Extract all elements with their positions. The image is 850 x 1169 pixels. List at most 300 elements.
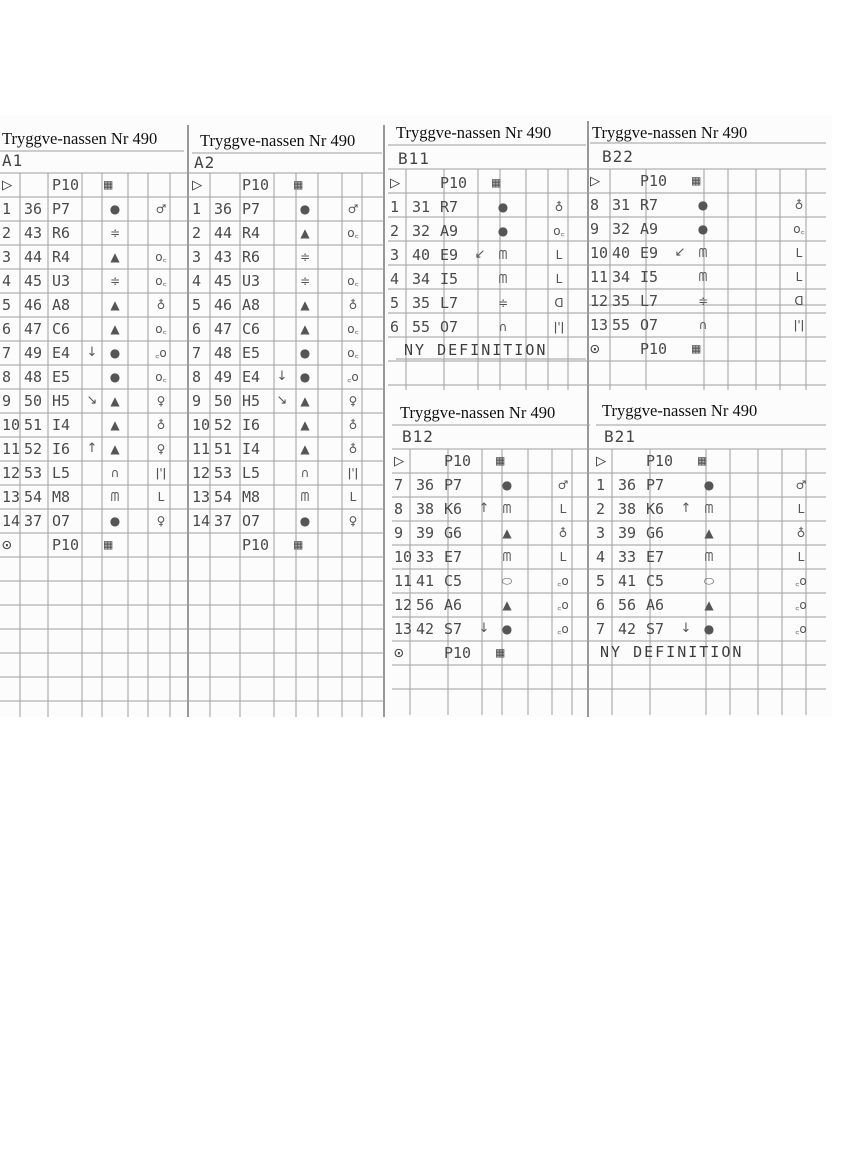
p10-label: P10 <box>242 176 270 194</box>
table-row <box>594 569 830 593</box>
arrow-icon <box>274 269 290 293</box>
mark-icon: ≑ <box>299 274 311 288</box>
table-row <box>392 593 592 617</box>
row-number: 1 <box>596 476 606 494</box>
end-circle-icon: ⊙ <box>2 535 12 554</box>
row-code: L7 <box>640 292 659 310</box>
row-value: 53 <box>214 464 233 482</box>
row-value: 55 <box>612 316 631 334</box>
row-number: 9 <box>192 392 202 410</box>
mark-icon: ▲ <box>300 394 310 408</box>
arrow-icon: ↓ <box>478 621 490 636</box>
end-symbol-icon: ♀ <box>348 394 358 408</box>
row-value: 42 <box>416 620 435 638</box>
mark-icon: ▲ <box>110 298 120 312</box>
end-symbol-icon: ᒪ <box>349 490 357 504</box>
block-code: A2 <box>194 153 216 172</box>
mark-icon: ∩ <box>110 466 120 480</box>
table-row <box>190 437 382 461</box>
row-number: 11 <box>2 440 21 458</box>
row-value: 38 <box>416 500 435 518</box>
row-code: A8 <box>52 296 71 314</box>
arrow-icon: ↙ <box>474 247 486 262</box>
block-header-row <box>0 173 190 197</box>
row-code: I6 <box>242 416 261 434</box>
row-value: 36 <box>24 200 43 218</box>
end-symbol-icon: ♀ <box>156 514 166 528</box>
row-number: 10 <box>394 548 413 566</box>
p10-label: P10 <box>640 172 668 190</box>
row-code: L5 <box>242 464 261 482</box>
row-number: 13 <box>590 316 609 334</box>
pattern-icon: ▦ <box>104 537 113 553</box>
row-code: I5 <box>640 268 659 286</box>
row-value: 33 <box>416 548 435 566</box>
start-triangle-icon: ▷ <box>590 171 601 191</box>
end-symbol-icon: ᒪ <box>797 502 805 516</box>
row-value: 37 <box>24 512 43 530</box>
score-sheet <box>0 115 832 717</box>
row-number: 6 <box>2 320 12 338</box>
table-row <box>0 341 190 365</box>
row-code: P7 <box>242 200 261 218</box>
mark-icon: ● <box>703 478 715 492</box>
mark-icon: ∩ <box>300 466 310 480</box>
arrow-icon <box>84 485 100 509</box>
mark-icon: ⬭ <box>703 574 715 588</box>
table-row <box>190 413 382 437</box>
row-number: 5 <box>390 294 400 312</box>
start-triangle-icon: ▷ <box>192 175 203 195</box>
mark-icon: ᗰ <box>698 270 708 284</box>
row-number: 8 <box>2 368 12 386</box>
start-triangle-icon: ▷ <box>394 451 405 471</box>
table-row <box>594 545 830 569</box>
end-symbol-icon: o꜀ <box>347 274 359 288</box>
row-code: I6 <box>52 440 71 458</box>
end-symbol-icon: ꜀o <box>795 622 807 636</box>
row-number: 10 <box>590 244 609 262</box>
mark-icon: ᗰ <box>498 248 508 262</box>
row-code: P7 <box>444 476 463 494</box>
arrow-icon: ↓ <box>276 369 288 384</box>
block-header-row <box>388 171 588 195</box>
arrow-icon <box>274 317 290 341</box>
arrow-icon <box>476 569 492 593</box>
pattern-icon: ▦ <box>294 177 303 193</box>
row-number: 5 <box>192 296 202 314</box>
start-triangle-icon: ▷ <box>2 175 13 195</box>
arrow-icon <box>472 195 488 219</box>
end-symbol-icon: ꜀o <box>557 598 569 612</box>
mark-icon: ▲ <box>300 226 310 240</box>
arrow-icon: ↓ <box>680 621 692 636</box>
mark-icon: ▲ <box>110 394 120 408</box>
arrow-icon <box>84 413 100 437</box>
table-row <box>190 221 382 245</box>
row-value: 36 <box>618 476 637 494</box>
row-value: 51 <box>24 416 43 434</box>
end-symbol-icon: ǀ'ǀ <box>347 466 359 480</box>
table-row <box>0 509 190 533</box>
arrow-icon <box>84 245 100 269</box>
p10-label: P10 <box>52 536 80 554</box>
table-row <box>594 497 830 521</box>
row-number: 3 <box>192 248 202 266</box>
row-code: O7 <box>52 512 71 530</box>
table-row <box>392 521 592 545</box>
end-symbol-icon: ꜀o <box>557 622 569 636</box>
pattern-icon: ▦ <box>496 645 505 661</box>
table-row <box>190 365 382 389</box>
arrow-icon <box>274 437 290 461</box>
end-symbol-icon: ᒪ <box>797 550 805 564</box>
table-row <box>388 243 588 267</box>
row-number: 6 <box>192 320 202 338</box>
row-code: U3 <box>52 272 71 290</box>
end-symbol-icon: ᒪ <box>559 502 567 516</box>
row-number: 4 <box>192 272 202 290</box>
mark-icon: ᗰ <box>704 550 714 564</box>
row-number: 2 <box>2 224 12 242</box>
mark-icon: ᗰ <box>698 246 708 260</box>
row-value: 47 <box>24 320 43 338</box>
row-code: R4 <box>242 224 261 242</box>
row-number: 13 <box>2 488 21 506</box>
mark-icon: ᗰ <box>300 490 310 504</box>
row-code: L5 <box>52 464 71 482</box>
row-code: U3 <box>242 272 261 290</box>
arrow-icon: ↑ <box>478 501 490 516</box>
table-row <box>588 193 828 217</box>
row-code: S7 <box>444 620 463 638</box>
row-number: 11 <box>192 440 211 458</box>
row-value: 48 <box>214 344 233 362</box>
pattern-icon: ▦ <box>496 453 505 469</box>
end-symbol-icon <box>146 221 176 245</box>
table-row <box>388 291 588 315</box>
end-circle-icon: ⊙ <box>590 339 600 358</box>
arrow-icon <box>84 365 100 389</box>
row-code: C6 <box>242 320 261 338</box>
table-row <box>388 315 588 339</box>
arrow-icon <box>472 267 488 291</box>
mark-icon: ≑ <box>497 296 509 310</box>
mark-icon: ▲ <box>704 598 714 612</box>
row-code: G6 <box>444 524 463 542</box>
end-symbol-icon: ꜀o <box>155 346 167 360</box>
row-code: A6 <box>646 596 665 614</box>
row-value: 53 <box>24 464 43 482</box>
table-row <box>594 593 830 617</box>
mark-icon: ● <box>299 514 311 528</box>
end-symbol-icon: ♁ <box>558 526 568 540</box>
row-number: 14 <box>2 512 21 530</box>
row-code: H5 <box>52 392 71 410</box>
arrow-icon <box>678 521 694 545</box>
arrow-icon <box>84 317 100 341</box>
row-number: 10 <box>192 416 211 434</box>
arrow-icon <box>672 289 688 313</box>
row-value: 35 <box>412 294 431 312</box>
table-row <box>0 221 190 245</box>
table-row <box>0 437 190 461</box>
mark-icon: ▲ <box>300 442 310 456</box>
row-code: R6 <box>242 248 261 266</box>
row-code: A8 <box>242 296 261 314</box>
mark-icon: ▲ <box>300 298 310 312</box>
end-symbol-icon: ᗡ <box>794 294 804 308</box>
row-value: 41 <box>416 572 435 590</box>
table-row <box>190 197 382 221</box>
row-value: 40 <box>612 244 631 262</box>
row-number: 7 <box>394 476 404 494</box>
block-a2 <box>190 115 382 717</box>
row-code: A9 <box>440 222 459 240</box>
table-row <box>190 341 382 365</box>
row-value: 55 <box>412 318 431 336</box>
arrow-icon <box>274 413 290 437</box>
arrow-icon <box>274 341 290 365</box>
mark-icon: ● <box>109 202 121 216</box>
table-row <box>190 269 382 293</box>
arrow-icon <box>274 221 290 245</box>
mark-icon: ▲ <box>110 418 120 432</box>
row-code: R4 <box>52 248 71 266</box>
end-symbol-icon: o꜀ <box>155 322 167 336</box>
end-symbol-icon: ǀ'ǀ <box>793 318 805 332</box>
row-number: 13 <box>394 620 413 638</box>
row-value: 44 <box>24 248 43 266</box>
row-code: R6 <box>52 224 71 242</box>
mark-icon: ≑ <box>109 274 121 288</box>
row-number: 12 <box>192 464 211 482</box>
mark-icon: ● <box>497 200 509 214</box>
row-value: 34 <box>412 270 431 288</box>
row-number: 9 <box>2 392 12 410</box>
arrow-icon <box>274 197 290 221</box>
row-code: R7 <box>640 196 659 214</box>
row-number: 12 <box>394 596 413 614</box>
row-value: 40 <box>412 246 431 264</box>
block-title: Tryggve-nassen Nr 490 <box>2 129 158 148</box>
row-number: 11 <box>394 572 413 590</box>
table-row <box>588 265 828 289</box>
table-row <box>0 389 190 413</box>
arrow-icon <box>472 315 488 339</box>
row-number: 12 <box>2 464 21 482</box>
table-row <box>190 245 382 269</box>
pattern-icon: ▦ <box>698 453 707 469</box>
block-header-row <box>594 449 830 473</box>
arrow-icon <box>476 521 492 545</box>
p10-label: P10 <box>444 452 472 470</box>
row-value: 33 <box>618 548 637 566</box>
row-value: 49 <box>24 344 43 362</box>
row-code: O7 <box>440 318 459 336</box>
end-symbol-icon: ᒪ <box>559 550 567 564</box>
end-symbol-icon: ǀ'ǀ <box>553 320 565 334</box>
row-number: 1 <box>192 200 202 218</box>
row-value: 43 <box>214 248 233 266</box>
row-code: E4 <box>242 368 261 386</box>
block-title: Tryggve-nassen Nr 490 <box>592 123 748 142</box>
row-value: 45 <box>24 272 43 290</box>
p10-label: P10 <box>242 536 270 554</box>
mark-icon: ● <box>299 202 311 216</box>
end-symbol-icon: ♀ <box>156 442 166 456</box>
row-number: 5 <box>2 296 12 314</box>
row-value: 35 <box>612 292 631 310</box>
block-title: Tryggve-nassen Nr 490 <box>602 401 758 420</box>
table-row <box>388 267 588 291</box>
p10-label: P10 <box>52 176 80 194</box>
end-symbol-icon: ꜀o <box>795 574 807 588</box>
mark-icon: ∩ <box>498 320 508 334</box>
row-value: 48 <box>24 368 43 386</box>
row-code: P7 <box>646 476 665 494</box>
row-code: E7 <box>444 548 463 566</box>
start-triangle-icon: ▷ <box>596 451 607 471</box>
block-footer-row <box>588 337 828 361</box>
mark-icon: ᗰ <box>502 502 512 516</box>
mark-icon: ∩ <box>698 318 708 332</box>
row-number: 11 <box>590 268 609 286</box>
mark-icon: ▲ <box>300 322 310 336</box>
block-code: B12 <box>402 427 434 446</box>
start-triangle-icon: ▷ <box>390 173 401 193</box>
end-symbol-icon: o꜀ <box>347 226 359 240</box>
end-symbol-icon: ♂ <box>155 202 167 216</box>
mark-icon: ᗰ <box>498 272 508 286</box>
row-number: 9 <box>394 524 404 542</box>
table-row <box>190 461 382 485</box>
arrow-icon <box>84 197 100 221</box>
block-code: A1 <box>2 151 24 170</box>
table-row <box>0 365 190 389</box>
arrow-icon <box>672 193 688 217</box>
row-value: 52 <box>214 416 233 434</box>
row-number: 9 <box>590 220 600 238</box>
block-code: B11 <box>398 149 430 168</box>
arrow-icon <box>678 593 694 617</box>
row-code: C5 <box>444 572 463 590</box>
end-symbol-icon <box>338 245 368 269</box>
row-code: C5 <box>646 572 665 590</box>
table-row <box>392 473 592 497</box>
row-number: 6 <box>390 318 400 336</box>
row-value: 56 <box>618 596 637 614</box>
end-symbol-icon: o꜀ <box>347 346 359 360</box>
row-number: 4 <box>390 270 400 288</box>
row-code: E5 <box>52 368 71 386</box>
end-symbol-icon: ꜀o <box>347 370 359 384</box>
end-symbol-icon: ♁ <box>156 418 166 432</box>
row-value: 44 <box>214 224 233 242</box>
pattern-icon: ▦ <box>492 175 501 191</box>
table-row <box>0 245 190 269</box>
table-row <box>0 317 190 341</box>
mark-icon: ▲ <box>502 598 512 612</box>
row-code: K6 <box>646 500 665 518</box>
block-b11 <box>388 115 588 375</box>
mark-icon: ▲ <box>110 442 120 456</box>
end-symbol-icon: o꜀ <box>155 370 167 384</box>
end-symbol-icon: ꜀o <box>557 574 569 588</box>
row-number: 12 <box>590 292 609 310</box>
mark-icon: ● <box>703 622 715 636</box>
arrow-icon: ↓ <box>86 345 98 360</box>
row-value: 36 <box>214 200 233 218</box>
block-header-row <box>392 449 592 473</box>
arrow-icon <box>472 291 488 315</box>
row-code: A6 <box>444 596 463 614</box>
row-number: 5 <box>596 572 606 590</box>
table-row <box>392 617 592 641</box>
table-row <box>190 389 382 413</box>
table-row <box>190 317 382 341</box>
row-code: G6 <box>646 524 665 542</box>
table-row <box>392 545 592 569</box>
mark-icon: ≑ <box>697 294 709 308</box>
end-symbol-icon: ♁ <box>796 526 806 540</box>
end-symbol-icon: ᗡ <box>554 296 564 310</box>
mark-icon: ● <box>109 370 121 384</box>
mark-icon: ● <box>497 224 509 238</box>
row-number: 8 <box>590 196 600 214</box>
arrow-icon <box>678 473 694 497</box>
arrow-icon <box>274 509 290 533</box>
row-value: 52 <box>24 440 43 458</box>
row-value: 46 <box>24 296 43 314</box>
row-value: 47 <box>214 320 233 338</box>
row-code: S7 <box>646 620 665 638</box>
block-code: B22 <box>602 147 634 166</box>
row-code: C6 <box>52 320 71 338</box>
row-value: 50 <box>24 392 43 410</box>
end-symbol-icon: o꜀ <box>347 322 359 336</box>
block-footer-row <box>190 533 382 557</box>
end-symbol-icon: o꜀ <box>155 274 167 288</box>
row-value: 54 <box>24 488 43 506</box>
p10-label: P10 <box>646 452 674 470</box>
block-footer-row <box>392 641 592 665</box>
row-code: P7 <box>52 200 71 218</box>
end-symbol-icon: ♂ <box>795 478 807 492</box>
row-value: 39 <box>618 524 637 542</box>
ny-definition-note: NY DEFINITION <box>600 643 744 661</box>
row-number: 3 <box>2 248 12 266</box>
mark-icon: ᗰ <box>502 550 512 564</box>
row-code: E9 <box>440 246 459 264</box>
block-b22 <box>588 115 828 375</box>
table-row <box>388 195 588 219</box>
mark-icon: ≑ <box>299 250 311 264</box>
arrow-icon <box>84 293 100 317</box>
table-row <box>190 485 382 509</box>
end-symbol-icon: o꜀ <box>793 222 805 236</box>
block-code: B21 <box>604 427 636 446</box>
arrow-icon <box>84 221 100 245</box>
mark-icon: ● <box>501 622 513 636</box>
row-value: 50 <box>214 392 233 410</box>
mark-icon: ▲ <box>300 418 310 432</box>
row-value: 41 <box>618 572 637 590</box>
table-row <box>0 461 190 485</box>
mark-icon: ▲ <box>704 526 714 540</box>
row-value: 39 <box>416 524 435 542</box>
row-value: 34 <box>612 268 631 286</box>
